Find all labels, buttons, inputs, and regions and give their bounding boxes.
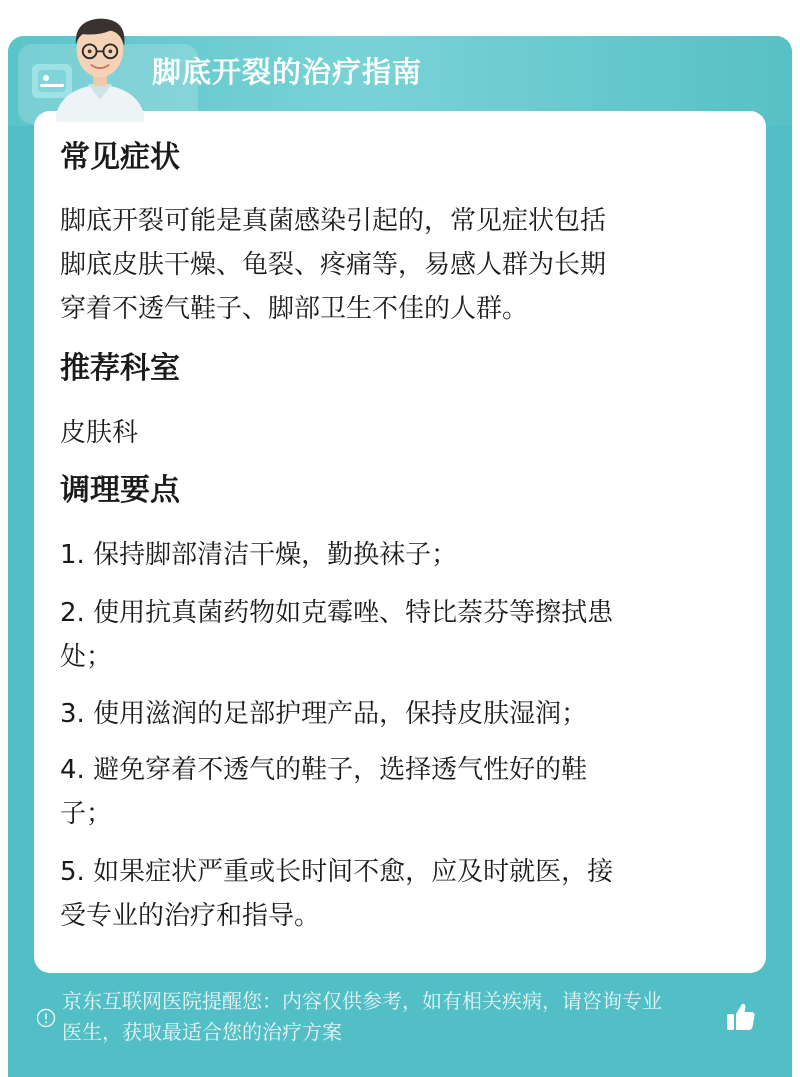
- department-value: 皮肤科: [60, 418, 139, 448]
- disclaimer-line: 医生，获取最适合您的治疗方案: [62, 1020, 342, 1044]
- thumbs-up-icon[interactable]: [724, 1000, 758, 1034]
- symptoms-text: [60, 199, 740, 331]
- disclaimer: [62, 986, 752, 1048]
- care-line: 处；: [60, 642, 113, 672]
- care-line: 1. 保持脚部清洁干燥，勤换袜子；: [60, 540, 458, 570]
- doctor-avatar-icon: [48, 10, 152, 122]
- care-item-4: [60, 748, 740, 836]
- care-line: 受专业的治疗和指导。: [60, 901, 321, 931]
- care-line: 子；: [60, 799, 113, 829]
- care-line: 5. 如果症状严重或长时间不愈，应及时就医，接: [60, 857, 614, 887]
- guide-card: [8, 36, 792, 1077]
- care-heading: 调理要点: [60, 473, 180, 508]
- content-panel: [34, 111, 766, 973]
- symptoms-line: 脚底皮肤干燥、龟裂、疼痛等，易感人群为长期: [60, 250, 607, 280]
- care-line: 2. 使用抗真菌药物如克霉唑、特比萘芬等擦拭患: [60, 598, 614, 628]
- care-line: 3. 使用滋润的足部护理产品，保持皮肤湿润；: [60, 699, 588, 729]
- info-icon: [36, 1008, 56, 1028]
- page-title: 脚底开裂的治疗指南: [152, 55, 423, 89]
- care-item-5: [60, 850, 740, 938]
- care-item-1: [60, 533, 740, 577]
- symptoms-line: 脚底开裂可能是真菌感染引起的，常见症状包括: [60, 206, 607, 236]
- care-item-2: [60, 591, 740, 679]
- disclaimer-line: 京东互联网医院提醒您：内容仅供参考，如有相关疾病，请咨询专业: [62, 989, 662, 1013]
- department-heading: 推荐科室: [60, 351, 180, 386]
- symptoms-line: 穿着不透气鞋子、脚部卫生不佳的人群。: [60, 294, 529, 324]
- care-line: 4. 避免穿着不透气的鞋子，选择透气性好的鞋: [60, 755, 588, 785]
- care-item-3: [60, 692, 740, 736]
- symptoms-heading: 常见症状: [60, 140, 180, 175]
